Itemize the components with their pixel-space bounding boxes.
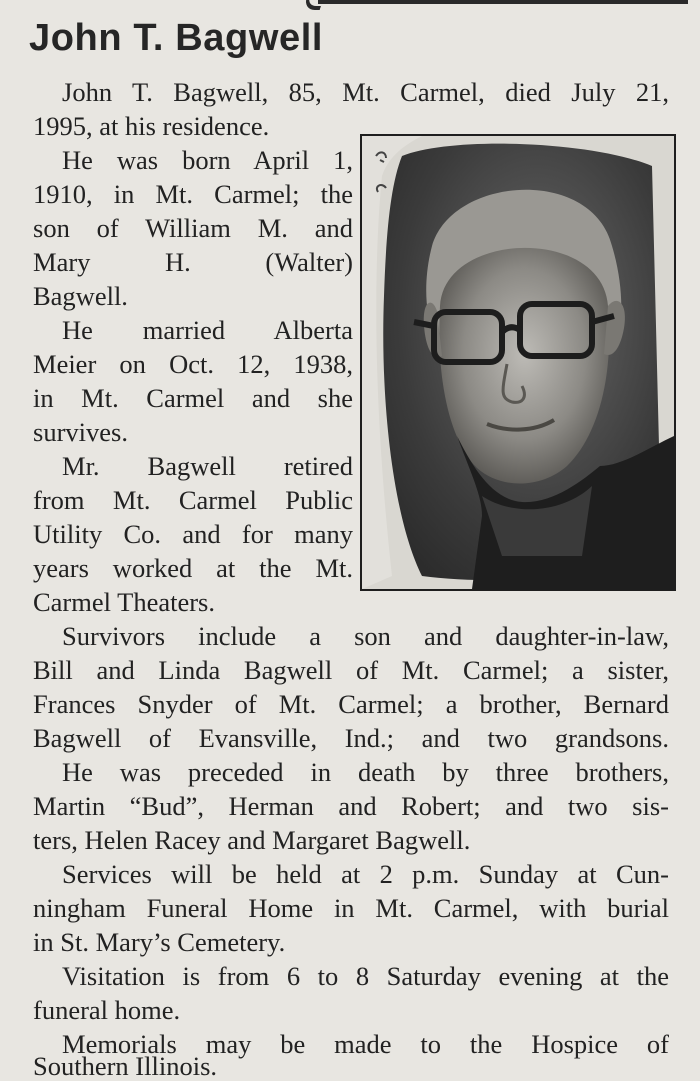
body-line-21: He was preceded in death by three brothers, bbox=[62, 757, 669, 787]
body-line-15: years worked at the Mt. bbox=[33, 553, 353, 583]
body-line-25: ningham Funeral Home in Mt. Carmel, with burial bbox=[33, 893, 669, 923]
body-line-11: survives. bbox=[33, 417, 128, 447]
body-line-19: Frances Snyder of Mt. Carmel; a brother, Bernard bbox=[33, 689, 669, 719]
body-line-6: Mary H. (Walter) bbox=[33, 247, 353, 277]
body-line-22: Martin “Bud”, Herman and Robert; and two sis- bbox=[33, 791, 669, 821]
body-line-20: Bagwell of Evansville, Ind.; and two grandsons. bbox=[33, 723, 669, 753]
body-line-16: Carmel Theaters. bbox=[33, 587, 215, 617]
body-line-8: He married Alberta bbox=[62, 315, 353, 345]
body-line-14: Utility Co. and for many bbox=[33, 519, 353, 549]
body-line-7: Bagwell. bbox=[33, 281, 128, 311]
body-line-26: in St. Mary’s Cemetery. bbox=[33, 927, 286, 957]
body-line-29: Memorials may be made to the Hospice of bbox=[62, 1029, 669, 1059]
body-line-3: He was born April 1, bbox=[62, 145, 353, 175]
body-line-18: Bill and Linda Bagwell of Mt. Carmel; a sister, bbox=[33, 655, 669, 685]
body-line-12: Mr. Bagwell retired bbox=[62, 451, 353, 481]
portrait-photo-icon bbox=[362, 136, 674, 589]
body-line-17: Survivors include a son and daughter-in-law, bbox=[62, 621, 669, 651]
body-line-1: John T. Bagwell, 85, Mt. Carmel, died July 21, bbox=[62, 77, 669, 107]
body-line-5: son of William M. and bbox=[33, 213, 353, 243]
body-line-24: Services will be held at 2 p.m. Sunday at Cun- bbox=[62, 859, 669, 889]
body-line-30: Southern Illinois. bbox=[33, 1051, 218, 1081]
body-line-23: ters, Helen Racey and Margaret Bagwell. bbox=[33, 825, 471, 855]
body-line-10: in Mt. Carmel and she bbox=[33, 383, 353, 413]
body-line-4: 1910, in Mt. Carmel; the bbox=[33, 179, 353, 209]
body-line-2: 1995, at his residence. bbox=[33, 111, 270, 141]
body-line-28: funeral home. bbox=[33, 995, 181, 1025]
body-line-9: Meier on Oct. 12, 1938, bbox=[33, 349, 353, 379]
obituary-title: John T. Bagwell bbox=[29, 17, 324, 59]
body-line-13: from Mt. Carmel Public bbox=[33, 485, 353, 515]
body-line-27: Visitation is from 6 to 8 Saturday evening at the bbox=[62, 961, 669, 991]
top-rule bbox=[318, 0, 688, 4]
portrait-photo bbox=[360, 134, 676, 591]
